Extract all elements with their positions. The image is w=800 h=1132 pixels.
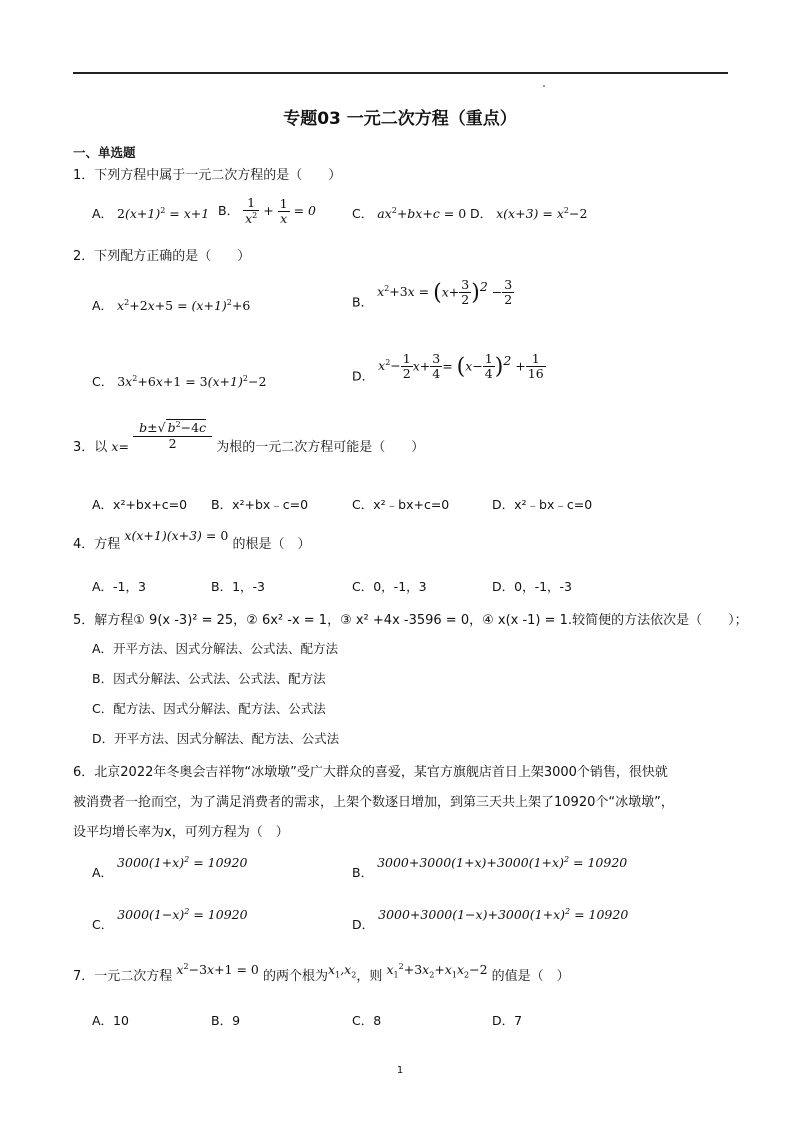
expression: $x_1^2+3x_2+x_1x_2-2$: [386, 962, 488, 980]
question-6-line-3: 设平均增长率为x，可列方程为（ ）: [73, 825, 289, 840]
stem-comma: ，则: [356, 969, 383, 985]
stem-suffix: 为根的一元二次方程可能是（ ）: [216, 439, 425, 455]
header-dot: [543, 85, 545, 87]
equation: $3000+3000(1-x)+3000(1+x)^2 = 10920$: [378, 907, 629, 923]
question-6-option-a: [92, 855, 247, 881]
question-4-option-b: B．1，-3: [211, 579, 265, 594]
question-4-option-a: A．-1，3: [92, 579, 146, 594]
question-2-option-c: [92, 372, 266, 390]
question-1-option-a: [92, 204, 209, 222]
question-6-line-1: 6．北京2022年冬奥会吉祥物“冰墩墩”受广大群众的喜爱，某官方旗舰店首日上架3000个销售，很快就: [73, 765, 668, 780]
option-label: D．: [352, 368, 375, 384]
question-2-option-a: [92, 296, 250, 314]
stem-suffix: 的根是（ ）: [232, 537, 311, 552]
option-label: A．: [92, 865, 114, 881]
question-2-option-d: D． $x^2-$ $\frac{1}{2}$ x+ $\frac{3}{4}$ = (x− $\frac{1}{4}$ )$^2$ + $\frac{1}{16}$: [352, 351, 544, 384]
question-5-option-a: A．开平方法、因式分解法、公式法、配方法: [92, 641, 339, 656]
question-6-line-2: 被消费者一抢而空，为了满足消费者的需求，上架个数逐日增加，到第三天共上架了10920个“冰墩墩”，: [73, 795, 674, 810]
question-3-option-a: A．x²+bx+c=0: [92, 497, 188, 512]
fraction: $\frac{1}{x^2}$: [245, 195, 258, 227]
question-5-option-b: B．因式分解法、公式法、公式法、配方法: [92, 671, 326, 686]
fraction: $\frac{3}{2}$: [461, 277, 470, 308]
question-7-option-b: B．9: [211, 1013, 241, 1028]
option-label: C．: [92, 917, 114, 933]
stem-prefix: 4．方程: [73, 537, 121, 552]
equation: $3000(1+x)^2 = 10920$: [117, 855, 248, 871]
question-2-stem: 2．下列配方正确的是（ ）: [73, 249, 251, 264]
section-heading: 一、单选题: [73, 145, 136, 160]
option-label: C．: [352, 206, 374, 221]
question-3-option-d: D．x²﹣bx﹣c=0: [492, 497, 593, 512]
equation: $ax^2+bx+c = 0$: [377, 205, 467, 221]
question-5-option-d: D．开平方法、因式分解法、配方法、公式法: [92, 731, 340, 746]
page-number: 1: [396, 1065, 404, 1076]
question-2-option-b: B． $x^2+3x = (x+$ $\frac{3}{2}$ )$^2$ − $\frac{3}{2}$: [352, 277, 513, 310]
question-6-option-b: [352, 855, 627, 881]
equation: $3x^2+6x+1 = 3(x+1)^2-2$: [117, 373, 267, 389]
question-3-option-c: C．x²﹣bx+c=0: [352, 497, 450, 512]
operator: +: [263, 202, 274, 218]
equation: $3000+3000(1+x)+3000(1+x)^2 = 10920$: [377, 855, 628, 871]
equation: $x^2-3x+1 = 0$: [176, 962, 259, 978]
option-label: B．: [218, 202, 240, 218]
equation: $2(x+1)^2 = x+1$: [117, 205, 210, 221]
variable: x: [111, 438, 119, 454]
stem-suffix: 的值是（ ）: [491, 969, 570, 985]
question-7-option-a: A．10: [92, 1013, 129, 1028]
question-5-option-c: C．配方法、因式分解法、配方法、公式法: [92, 701, 326, 716]
question-1-stem: 1．下列方程中属于一元二次方程的是（ ）: [73, 168, 342, 183]
equation: x(x+1)(x+3) = 0: [124, 528, 229, 543]
header-rule: [73, 72, 728, 74]
stem-middle: 的两个根为: [263, 969, 329, 985]
equation: $3000(1-x)^2 = 10920$: [117, 907, 248, 923]
equation: $x^2-$: [378, 358, 401, 374]
stem-prefix: 7．一元二次方程: [73, 969, 173, 985]
fraction: $\frac{3}{4}$: [432, 351, 441, 382]
question-4-option-d: D．0，-1，-3: [492, 579, 573, 594]
fraction: $\frac{1}{4}$: [484, 351, 493, 382]
equation: $x^2+3x$ =: [377, 284, 430, 300]
question-7-option-c: C．8: [352, 1013, 382, 1028]
question-7-stem: [73, 962, 570, 984]
stem-prefix: 3．以: [73, 439, 108, 455]
equation: $x^2+2x+5 = (x+1)^2+6$: [117, 297, 251, 313]
fraction: $\frac{1}{x}$: [279, 195, 288, 226]
option-label: C．: [92, 374, 114, 389]
option-label: D．: [352, 917, 375, 933]
option-label: B．: [352, 294, 374, 310]
question-4-stem: [73, 528, 310, 552]
question-1-option-c: [352, 204, 466, 222]
question-6-option-c: [92, 907, 248, 933]
question-4-option-c: C．0，-1，3: [352, 579, 427, 594]
question-3-option-b: B．x²+bx﹣c=0: [211, 497, 309, 512]
fraction: $\frac{1}{16}$: [527, 351, 544, 382]
fraction: $\frac{3}{2}$: [504, 277, 513, 308]
question-7-option-d: D．7: [492, 1013, 523, 1028]
option-label: D．: [470, 206, 493, 221]
question-3-stem: 3．以 x= $\frac{b\pm√ b^2-4c}{2}$ 为根的一元二次方程可能是（ ）: [73, 420, 425, 455]
roots: $x_1,x_2$: [328, 962, 357, 980]
option-label: A．: [92, 298, 114, 313]
equation: $x(x+3) = x^2-2$: [496, 205, 588, 221]
question-6-option-d: [352, 907, 628, 933]
fraction: $\frac{1}{2}$: [402, 351, 411, 382]
question-5-stem: 5．解方程① 9(x -3)² = 25，② 6x² -x = 1，③ x² +4x -3596 = 0，④ x(x -1) = 1.较简便的方法依次是（ ）；: [73, 613, 748, 628]
option-label: B．: [352, 865, 374, 881]
option-label: A．: [92, 206, 114, 221]
root-formula: $\frac{b\pm√ b^2-4c}{2}$: [133, 420, 212, 451]
question-1-option-d: [470, 204, 587, 222]
page-title: 专题03 一元二次方程（重点）: [283, 109, 517, 129]
equals: = 0: [293, 202, 317, 218]
question-1-option-b: [218, 196, 316, 227]
